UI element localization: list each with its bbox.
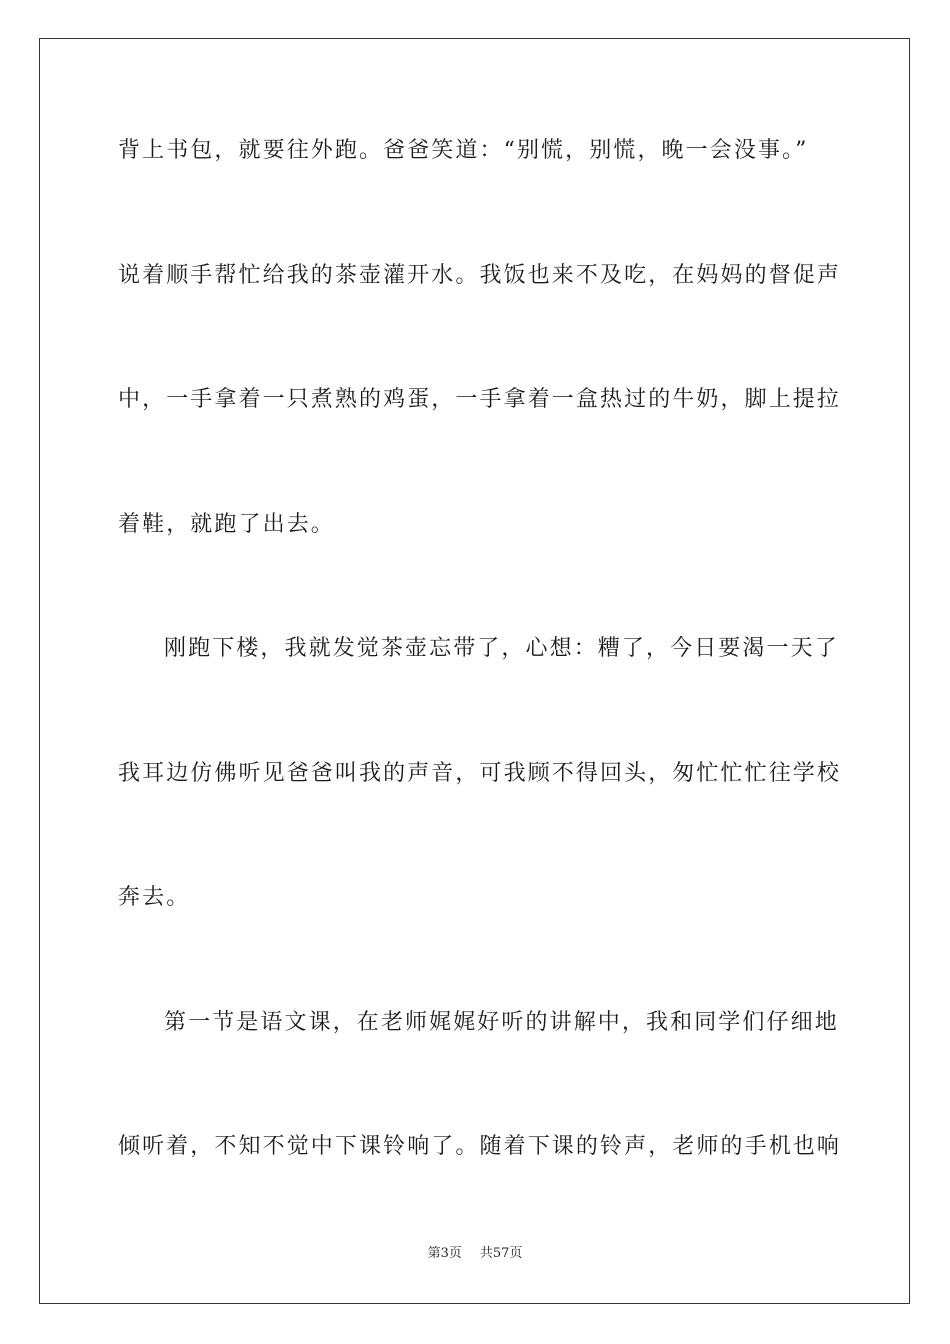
page-border: [39, 38, 910, 1304]
text-line: 中，一手拿着一只煮熟的鸡蛋，一手拿着一盒热过的牛奶，脚上提拉: [118, 387, 842, 412]
text-line: 倾听着，不知不觉中下课铃响了。随着下课的铃声，老师的手机也响: [118, 1134, 842, 1159]
paragraph-first-line: 刚跑下楼，我就发觉茶壶忘带了，心想：糟了，今日要渴一天了: [164, 636, 839, 661]
text-line: 我耳边仿佛听见爸爸叫我的声音，可我顾不得回头，匆忙忙忙往学校: [118, 761, 842, 786]
total-pages: 共57页: [479, 1246, 523, 1261]
page-number: 第3页: [427, 1246, 462, 1261]
text-line: 奔去。: [118, 885, 191, 910]
page-footer: [0, 1245, 950, 1263]
text-line: 背上书包，就要往外跑。爸爸笑道：“别慌，别慌，晚一会没事。”: [118, 138, 809, 163]
paragraph-first-line: 第一节是语文课，在老师娓娓好听的讲解中，我和同学们仔细地: [164, 1010, 839, 1035]
text-line: 着鞋，就跑了出去。: [118, 512, 335, 537]
text-line: 说着顺手帮忙给我的茶壶灌开水。我饭也来不及吃，在妈妈的督促声: [118, 263, 842, 288]
